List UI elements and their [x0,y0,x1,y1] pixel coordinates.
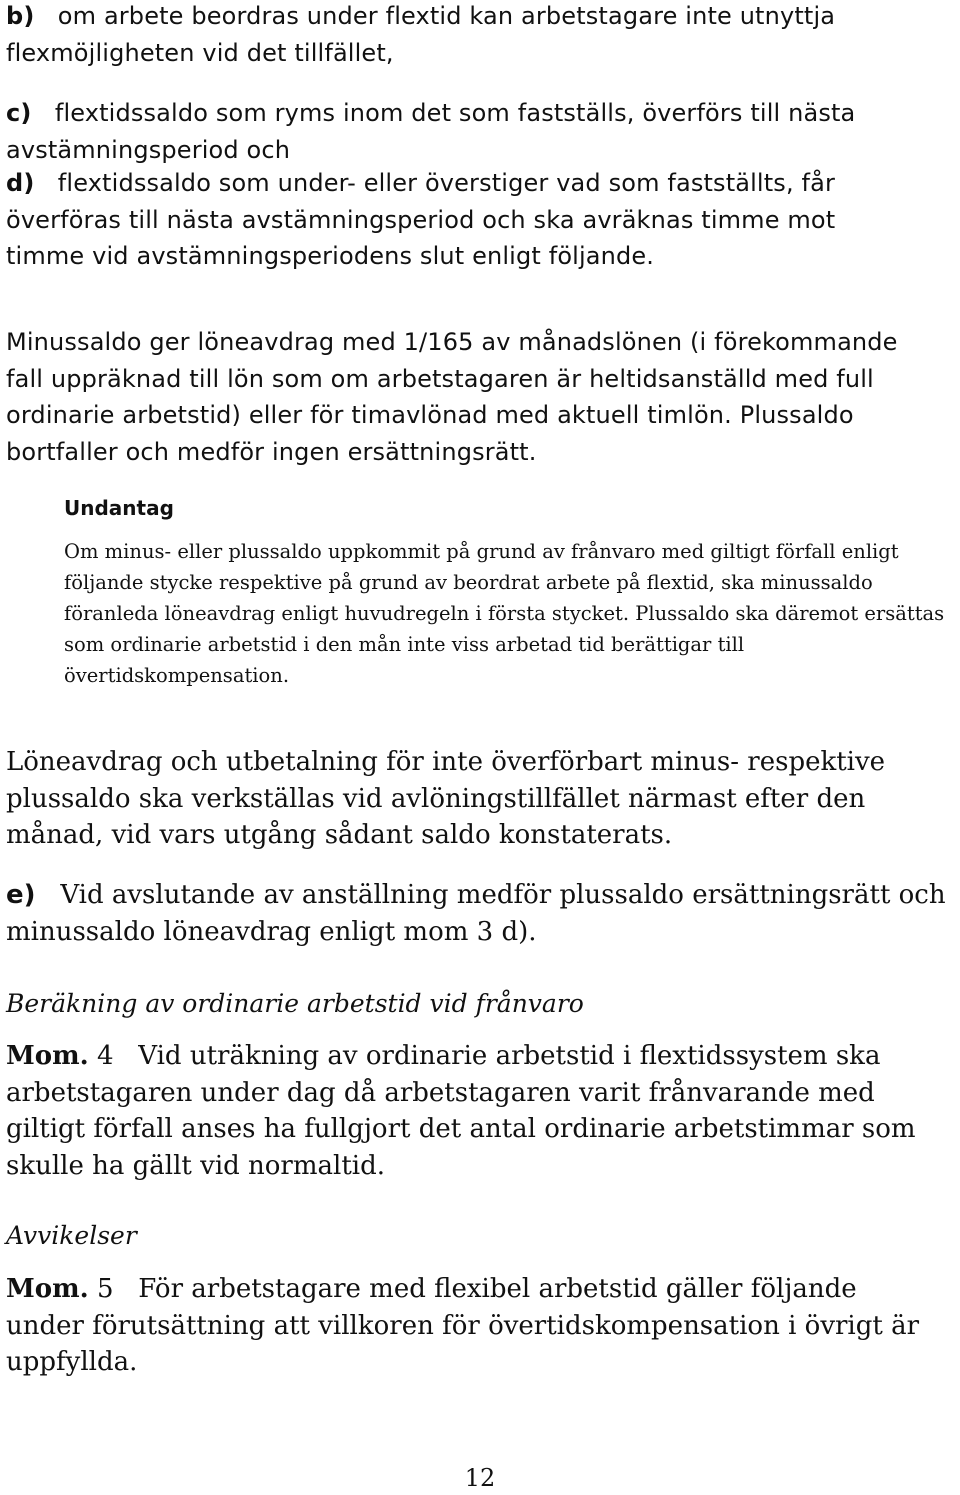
section-heading-deviations: Avvikelser [6,1221,137,1250]
mom-4-number: 4 [96,1041,114,1071]
minussaldo-paragraph: Minussaldo ger löneavdrag med 1/165 av månadslönen (i förekommande fall uppräknad till lön som om arbetstagaren är heltidsanställd med full ordinarie arbetstid) eller för timavlönad med aktuell timlön. Plussaldo bortfaller och medför ingen ersättningsrätt. [6,328,898,466]
section-heading-absence: Beräkning av ordinarie arbetstid vid frånvaro [6,989,584,1018]
exception-text: Om minus- eller plussaldo uppkommit på grund av frånvaro med giltigt förfall enligt följande stycke respektive på grund av beordrat arbete på flextid, ska minussaldo föranleda löneavdrag enligt huvudregeln i första stycket. Plussaldo ska däremot ersättas som ordinarie arbetstid i den mån inte viss arbetad tid berättigar till övertidskompensation. [64,540,945,687]
page-number: 12 [464,1464,496,1492]
mom-5-label: Mom. [6,1274,89,1304]
list-item-c [6,95,926,168]
list-label-d: d) [6,169,35,197]
list-text-d: flextidssaldo som under- eller överstiger vad som fastställts, får överföras till nästa avstämningsperiod och ska avräknas timme mot timme vid avstämningsperiodens slut enligt följande. [6,169,836,270]
mom-5-number: 5 [96,1274,114,1304]
list-item-d [6,165,911,275]
list-label-b: b) [6,2,35,30]
mom-5-text: För arbetstagare med flexibel arbetstid gäller följande under förutsättning att villkoren för övertidskompensation i övrigt är uppfyllda. [6,1274,920,1377]
list-text-b: om arbete beordras under flextid kan arbetstagare inte utnyttja flexmöjligheten vid det tillfället, [6,2,836,67]
mom-5-paragraph [6,1271,931,1381]
list-label-e: e) [6,880,36,910]
mom-4-text: Vid uträkning av ordinarie arbetstid i flextidssystem ska arbetstagaren under dag då arbetstagaren varit frånvarande med giltigt förfall anses ha fullgjort det antal ordinarie arbetstimmar som skulle ha gällt vid normaltid. [6,1041,916,1181]
loneavdrag-paragraph: Löneavdrag och utbetalning för inte överförbart minus- respektive plussaldo ska verkställas vid avlöningstillfället närmast efter den månad, vid vars utgång sådant saldo konstaterats. [6,747,886,850]
mom-4-label: Mom. [6,1041,89,1071]
list-text-c: flextidssaldo som ryms inom det som fastställs, överförs till nästa avstämningsperiod och [6,99,856,164]
list-item-b [6,0,906,71]
list-item-e [6,877,951,950]
list-label-c: c) [6,99,32,127]
exception-heading: Undantag [64,496,174,520]
list-text-e: Vid avslutande av anställning medför plussaldo ersättningsrätt och minussaldo löneavdrag enligt mom 3 d). [6,880,946,947]
mom-4-paragraph [6,1038,951,1184]
